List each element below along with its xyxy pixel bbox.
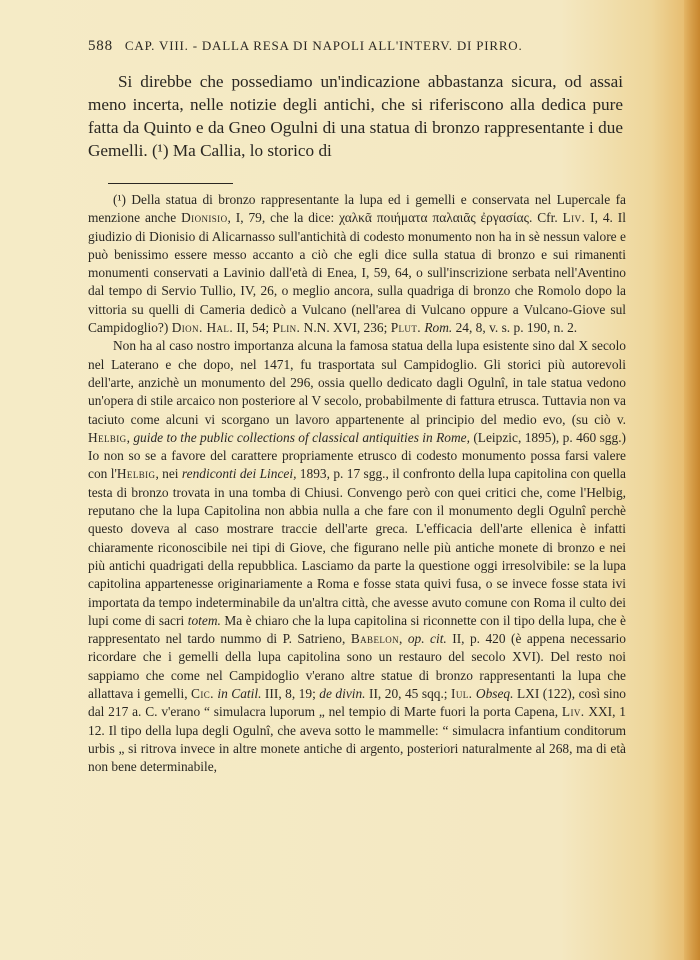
text-run: XXI, 1 12. Il tipo della lupa degli Ogulnî, che aveva sotto le mammelle: “ simulacra infantium conditorum urbis „ si ritrova invece in altre monete antiche di argento, posteriori naturalmente al 268, ma di età non bene determinabile, (88, 704, 626, 775)
emphasis: totem. (187, 612, 221, 628)
text-run: I, 4. Il giudizio di Dionisio di Alicarnasso sull'antichità di codesto monumento non ha in sè nessun valore e può benissimo essere messo accanto a ciò che egli dice sulla statua di bronzo e sui rimanenti monumenti conservati a Lavinio dall'età di Enea, I, 59, 64, o sull'inscrizione serbata nell'Aventino dal tempo di Servio Tullio, IV, 26, o meglio ancora, sulla quadriga di bronzo che Romolo dopo la vittoria su quelli di Cameria dedicò a Vulcano (nell'area di Vulcano oppure a Vulcano-Giove sul Campidoglio?) (88, 210, 626, 336)
author-name: Dionisio (181, 210, 228, 226)
text-run: 24, 8, v. s. p. 190, n. 2. (452, 320, 578, 336)
page-number: 588 (88, 38, 113, 54)
work-title: rendiconti dei Lincei, (181, 466, 297, 482)
author-name: Babelon (350, 631, 400, 647)
author-name: Liv. (561, 704, 585, 720)
author-name: Plin. (272, 320, 301, 336)
text-run: II, p. 420 (è appena necessario ricordare che i gemelli della lupa capitolina sono un restauro del secolo XVI). Del resto noi sappiamo che come nel Campidoglio v'erano altre statue di bronzo rappresentanti la lupa che allattava i gemelli, (88, 631, 627, 702)
text-run: Non ha al caso nostro importanza alcuna la famosa statua della lupa esistente sino dal X secolo nel Laterano e che dopo, nel 1471, fu trasportata sul Campidoglio. Gli storici più autorevoli dell'arte, anzichè un monumento del 296, ossia quello dedicato dagli Ogulnî, in tale statua vedono un'opera di stile arcaico non posteriore al V secolo, probabilmente di fattura etrusca. Tuttavia non va taciuto come alcuni vi scorgano un lavoro appartenente al principio del medio evo, (su ciò v. (88, 338, 626, 427)
text-run: , (126, 429, 134, 445)
footnote-paragraph (88, 191, 626, 337)
work-title: Obseq. (475, 686, 514, 702)
work-title: guide to the public collections of classical antiquities in Rome, (133, 429, 470, 445)
author-name: Iul. (451, 686, 473, 702)
page-edge-shading (684, 0, 700, 960)
author-name: Dion. Hal. (171, 320, 234, 336)
text-run: II, 20, 45 sqq.; (365, 686, 452, 702)
text-run: , nei (155, 466, 182, 482)
text-run: (Leipzic, 1895), p. 460 sgg.) Io non so se a favore del carattere propriamente etrusco di codesto monumento possa farsi valere con l' (88, 429, 626, 482)
text-run: II, 54; (233, 320, 273, 336)
work-title: op. cit. (407, 631, 447, 647)
author-name: Plut. (390, 320, 421, 336)
text-run: N.N. XVI, 236; (300, 320, 391, 336)
main-text (88, 70, 623, 162)
text-run: 1893, p. 17 sgg., il confronto della lupa capitolina con quella testa di bronzo trovata in una tomba di Chiusi. Convengo però con quei critici che, come l'Helbig, reputano che la lupa Capitolina non abbia nulla a che fare con il monumento degli Ogulnî perchè questo doveva al caso mostrare traccie dell'arte greca. L'efficacia dell'arte ellenica è infatti chiaramente riconoscibile nei tipi di Giove, che figurano nelle più antiche monete di bronzo e nei più antichi quadrigati della repubblica. Lasciamo da parte la questione oggi irresolvibile: se la lupa capitolina appartenesse originariamente a Roma e fosse stata quivi fusa, o se invece fosse stata ivi importata da tempo indeterminabile da un'altra città, che avesse avuto comune con Roma il culto dei lupi come di sacri (88, 466, 626, 628)
work-title: Rom. (424, 320, 453, 336)
author-name: Cic. (191, 686, 214, 702)
text-run: , (399, 631, 408, 647)
footnote-separator (108, 183, 233, 184)
work-title: in Catil. (217, 686, 262, 702)
footnote-paragraph (88, 337, 626, 776)
text-run: Ma è chiaro che la lupa capitolina si riconnette con il tipo della lupa, che è rappresentato nel tardo nummo di P. Satrieno, (88, 612, 627, 647)
footnotes (88, 191, 626, 777)
author-name: Liv. (562, 210, 586, 226)
main-paragraph: Si direbbe che possediamo un'indicazione abbastanza sicura, od assai meno incerta, nelle notizie degli antichi, che si riferiscono alla dedica pure fatta da Quinto e da Gneo Ogulni di una statua di bronzo rappresentante i due Gemelli. (¹) Ma Callia, lo storico di (88, 72, 623, 160)
text-run: III, 8, 19; (261, 686, 320, 702)
author-name: Helbig (88, 429, 127, 445)
text-run: (¹) Della statua di bronzo rappresentante la lupa ed i gemelli e conservata nel Lupercale fa menzione anche (88, 192, 626, 226)
running-header (88, 38, 588, 55)
author-name: Helbig (116, 466, 156, 482)
running-title: CAP. VIII. - DALLA RESA DI NAPOLI ALL'INTERV. DI PIRRO. (124, 38, 523, 53)
text-run: LXI (122), così sino dal 217 a. C. v'erano “ simulacra luporum „ nel tempio di Marte fuori la porta Capena, (88, 686, 626, 720)
work-title: de divin. (319, 686, 366, 702)
text-run: , I, 79, che la dice: χαλκᾶ ποιήματα παλαιᾶς ἐργασίας. Cfr. (227, 210, 563, 226)
